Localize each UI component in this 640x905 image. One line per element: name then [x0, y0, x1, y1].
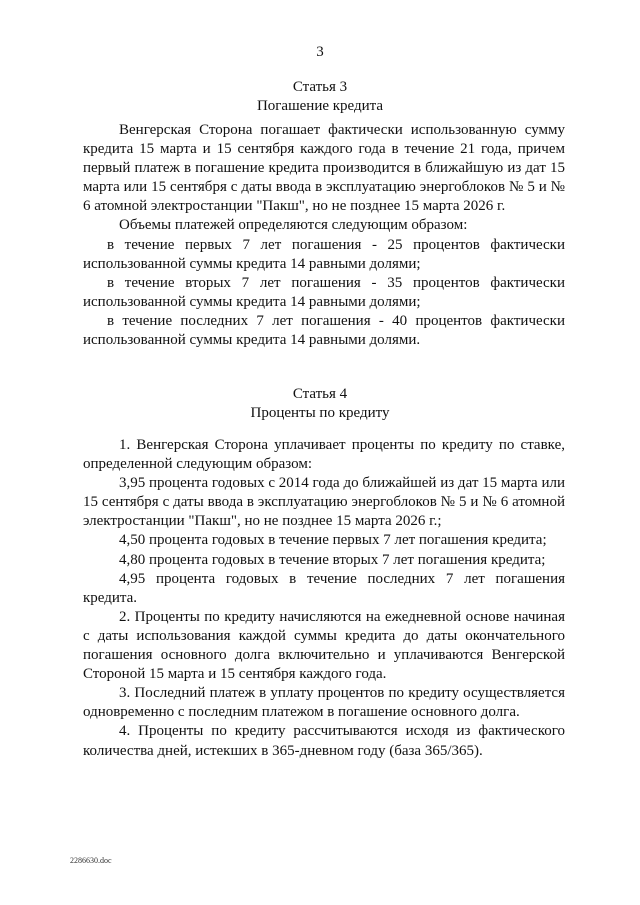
paragraph: Венгерская Сторона погашает фактически использованную сумму кредита 15 марта и 15 сентября каждого года в течение 21 года, причем первый платеж в погашение кредита производится в ближайшую из дат 15 марта или 15 сентября с даты ввода в эксплуатацию энергоблоков № 5 и № 6 атомной электростанции "Пакш", но не позднее 15 марта 2026 г. — [83, 122, 565, 215]
paragraph: в течение первых 7 лет погашения - 25 процентов фактически использованной суммы кредита 14 равными долями; — [83, 236, 565, 272]
article-4-body — [83, 436, 565, 761]
file-name-footer: 2286630.doc — [70, 856, 112, 865]
paragraph: 2. Проценты по кредиту начисляются на ежедневной основе начиная с даты использования каждой суммы кредита до даты окончательного погашения основного долга включительно и уплачиваются Венгерской Стороной 15 марта и 15 сентября каждого года. — [83, 608, 565, 683]
paragraph: в течение последних 7 лет погашения - 40 процентов фактически использованной суммы кредита 14 равными долями. — [83, 312, 565, 349]
paragraph: 3. Последний платеж в уплату процентов по кредиту осуществляется одновременно с последним платежом в погашение основного долга. — [83, 685, 565, 721]
paragraph: 4,50 процента годовых в течение первых 7 лет погашения кредита; — [119, 532, 547, 549]
article-4-heading — [0, 385, 640, 423]
article-4-subtitle: Проценты по кредиту — [250, 405, 390, 421]
paragraph: Объемы платежей определяются следующим образом: — [119, 217, 468, 234]
article-3-heading — [0, 78, 640, 116]
paragraph: 3,95 процента годовых с 2014 года до ближайшей из дат 15 марта или 15 сентября с даты ввода в эксплуатацию энергоблоков № 5 и № 6 атомной электростанции "Пакш", но не позднее 15 марта 2026 г.; — [83, 475, 565, 530]
article-3-body — [83, 121, 565, 350]
paragraph: 1. Венгерская Сторона уплачивает проценты по кредиту по ставке, определенной следующим образом: — [83, 437, 565, 473]
page-number: 3 — [316, 44, 324, 60]
article-3-title: Статья 3 — [292, 79, 348, 95]
paragraph: 4,95 процента годовых в течение последних 7 лет погашения кредита. — [83, 570, 565, 606]
paragraph: в течение вторых 7 лет погашения - 35 процентов фактически использованной суммы кредита 14 равными долями; — [83, 274, 565, 310]
article-4-title: Статья 4 — [292, 386, 348, 402]
paragraph: 4. Проценты по кредиту рассчитываются исходя из фактического количества дней, истекших в 365-дневном году (база 365/365). — [83, 723, 565, 759]
paragraph: 4,80 процента годовых в течение вторых 7 лет погашения кредита; — [119, 551, 546, 568]
article-3-subtitle: Погашение кредита — [256, 98, 384, 114]
